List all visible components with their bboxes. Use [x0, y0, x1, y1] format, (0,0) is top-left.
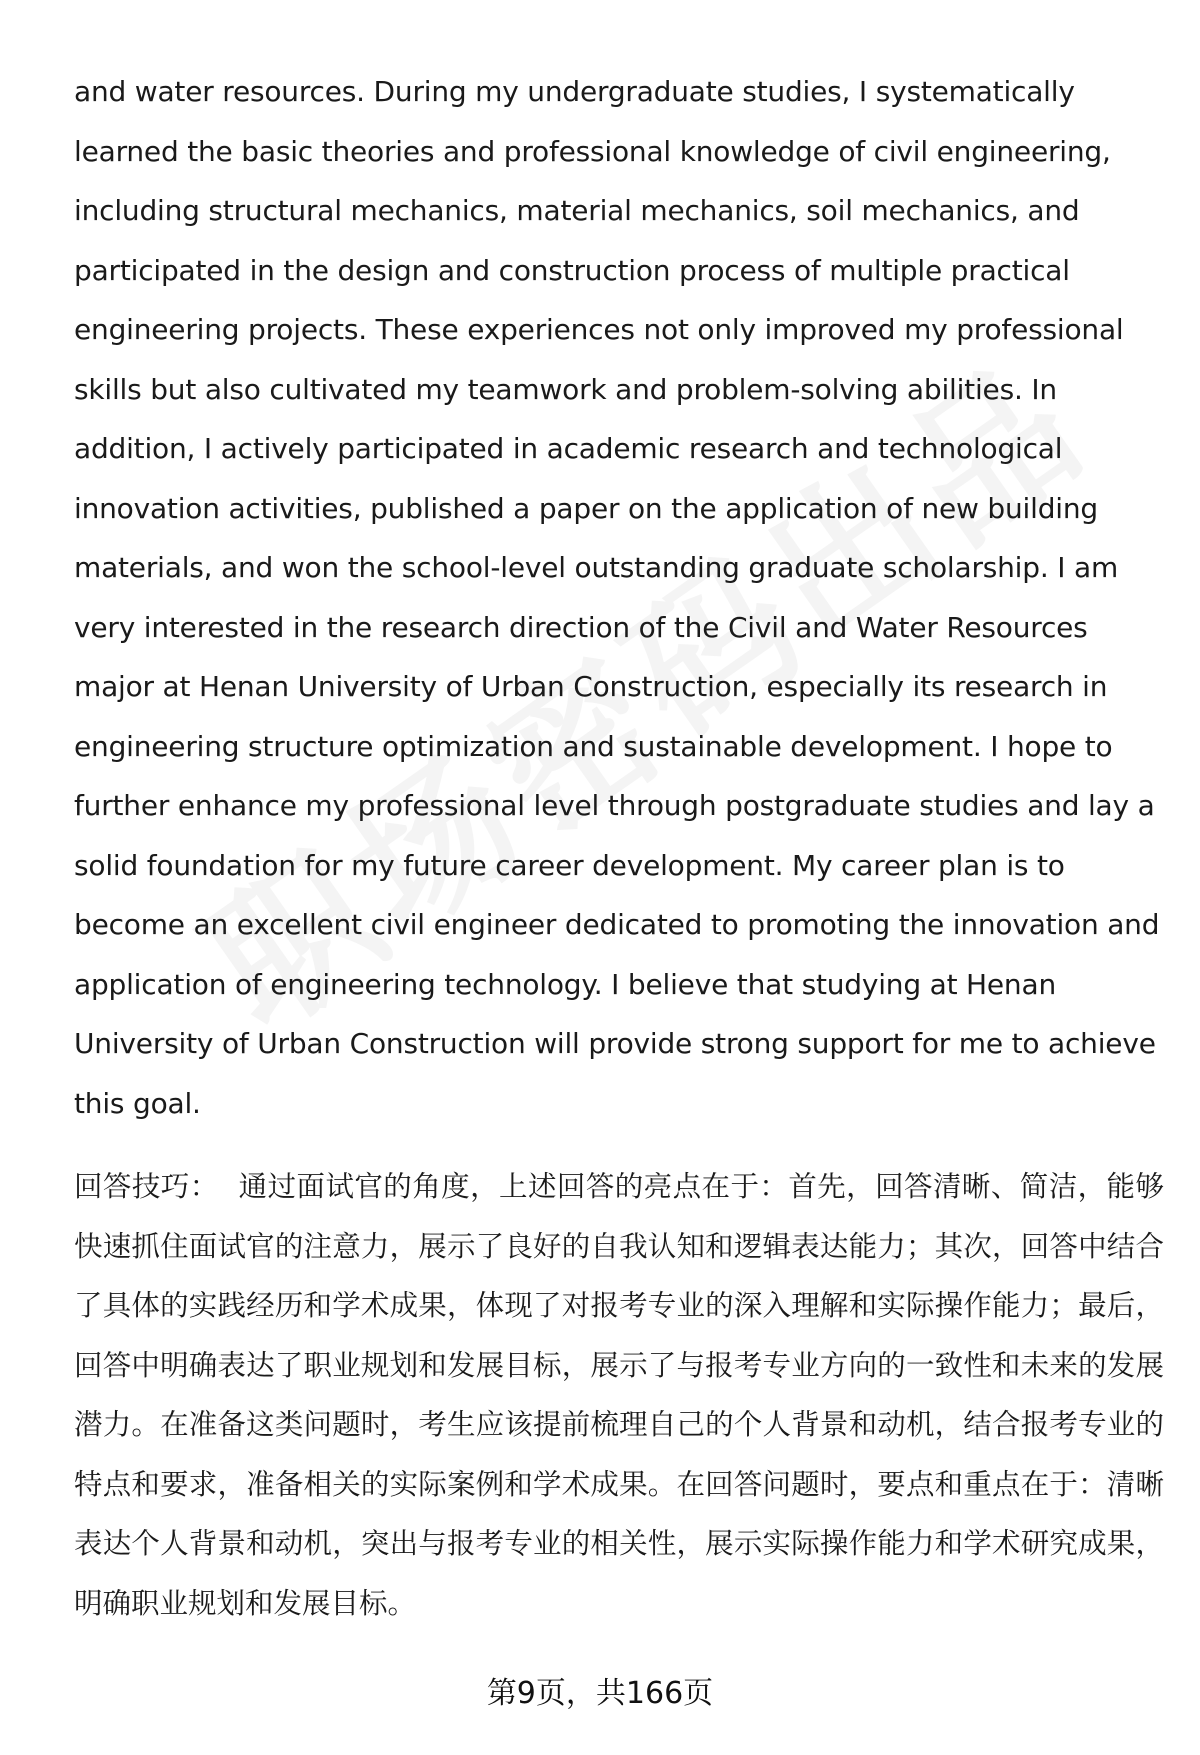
tips-paragraph [74, 1157, 1164, 1633]
tips-text: 通过面试官的角度，上述回答的亮点在于：首先，回答清晰、简洁，能够快速抓住面试官的注意力，展示了良好的自我认知和逻辑表达能力；其次，回答中结合了具体的实践经历和学术成果，体现了对报考专业的深入理解和实际操作能力；最后，回答中明确表达了职业规划和发展目标，展示了与报考专业方向的一致性和未来的发展潜力。在准备这类问题时，考生应该提前梳理自己的个人背景和动机，结合报考专业的特点和要求，准备相关的实际案例和学术成果。在回答问题时，要点和重点在于：清晰表达个人背景和动机，突出与报考专业的相关性，展示实际操作能力和学术研究成果，明确职业规划和发展目标。 [74, 1170, 1164, 1620]
answer-paragraph: and water resources. During my undergraduate studies, I systematically learned the basic theories and professional knowledge of civil engineering, including structural mechanics, material mechanics, soil mechanics, and participated in the design and construction process of multiple practical engineering projects. These experiences not only improved my professional skills but also cultivated my teamwork and problem-solving abilities. In addition, I actively participated in academic research and technological innovation activities, published a paper on the application of new building materials, and won the school-level outstanding graduate scholarship. I am very interested in the research direction of the Civil and Water Resources major at Henan University of Urban Construction, especially its research in engineering structure optimization and sustainable development. I hope to further enhance my professional level through postgraduate studies and lay a solid foundation for my future career development. My career plan is to become an excellent civil engineer dedicated to promoting the innovation and application of engineering technology. I believe that studying at Henan University of Urban Construction will provide strong support for me to achieve this goal. [74, 75, 1160, 1120]
tips-label: 回答技巧： [74, 1170, 219, 1203]
page-number: 第9页，共166页 [486, 1676, 714, 1711]
page-content [74, 62, 1164, 1633]
